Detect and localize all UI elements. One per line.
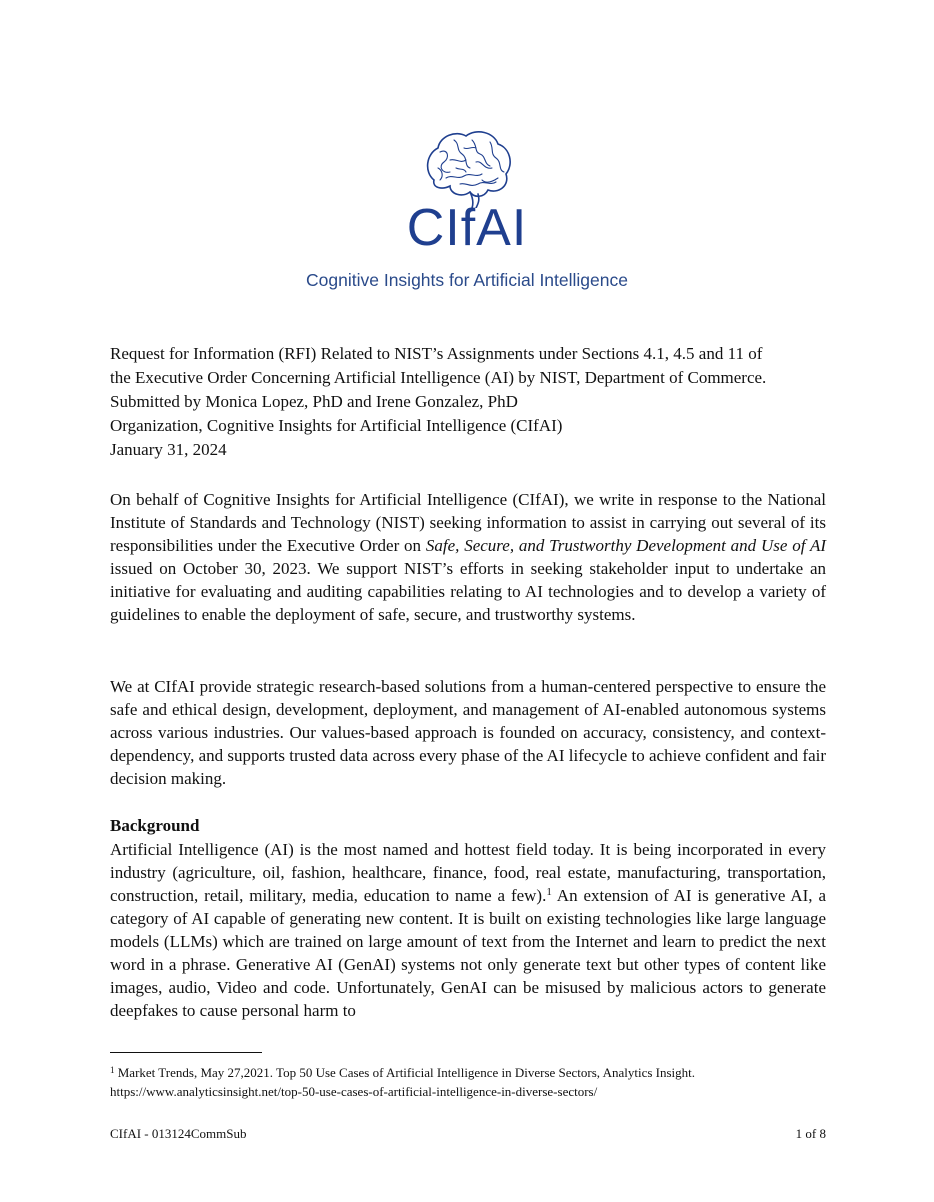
submission-header [110, 342, 826, 462]
logo-tagline: Cognitive Insights for Artificial Intelligence [306, 270, 628, 290]
header-line: the Executive Order Concerning Artificial Intelligence (AI) by NIST, Department of Commerce. [110, 368, 767, 387]
footnote-url-link[interactable]: https://www.analyticsinsight.net/top-50-use-cases-of-artificial-intelligence-in-diverse-sectors/ [110, 1084, 598, 1099]
header-line: Request for Information (RFI) Related to NIST’s Assignments under Sections 4.1, 4.5 and 11 of [110, 344, 763, 363]
footnote [110, 1063, 826, 1101]
footnote-text: Market Trends, May 27,2021. Top 50 Use Cases of Artificial Intelligence in Diverse Sectors, Analytics Insight. [114, 1065, 696, 1080]
header-line: Organization, Cognitive Insights for Artificial Intelligence (CIfAI) [110, 416, 563, 435]
background-text: Artificial Intelligence (AI) is the most named and hottest field today. It is being incorporated in every industry (agriculture, oil, fashion, healthcare, finance, food, real estate, manufacturing, transportation, construction, retail, military, media, education to name a few). [110, 840, 826, 905]
section-heading-background: Background [110, 816, 200, 835]
footnote-divider [110, 1052, 262, 1053]
background-paragraph [110, 838, 826, 1022]
document-id: CIfAI - 013124CommSub [110, 1126, 247, 1141]
executive-order-title: Safe, Secure, and Trustworthy Development and Use of AI [425, 536, 826, 555]
header-line: Submitted by Monica Lopez, PhD and Irene Gonzalez, PhD [110, 392, 518, 411]
footnote-number: 1 [110, 1065, 115, 1075]
logo-wordmark: CIfAI [406, 199, 528, 257]
background-text-continued: An extension of AI is generative AI, a category of AI capable of generating new content. It is built on existing technologies like large language models (LLMs) which are trained on large amount of text from the Internet and learn to predict the next word in a phrase. Generative AI (GenAI) systems not only generate text but other types of content like images, audio, Video and code. Unfortunately, GenAI can be misused by malicious actors to generate deepfakes to cause personal harm to [110, 886, 826, 1020]
page-number: 1 of 8 [795, 1126, 826, 1141]
header-line: January 31, 2024 [110, 440, 227, 459]
intro-paragraph [110, 488, 826, 626]
footnote-citation [110, 1063, 826, 1082]
about-paragraph: We at CIfAI provide strategic research-based solutions from a human-centered perspective to ensure the safe and ethical design, development, deployment, and management of AI-enabled autonomous systems across various industries. Our values-based approach is founded on accuracy, consistency, and context-dependency, and supports trusted data across every phase of the AI lifecycle to achieve confident and fair decision making. [110, 677, 826, 788]
intro-text: On behalf of Cognitive Insights for Artificial Intelligence (CIfAI), we write in response to the National Institute of Standards and Technology (NIST) seeking information to assist in carrying out several of its responsibilities under the Executive Order on [110, 490, 826, 555]
intro-text-continued: issued on October 30, 2023. We support NIST’s efforts in seeking stakeholder input to undertake an initiative for evaluating and auditing capabilities relating to AI technologies and to develop a variety of guidelines to enable the deployment of safe, secure, and trustworthy systems. [110, 559, 826, 624]
footnote-reference[interactable]: 1 [546, 886, 552, 898]
